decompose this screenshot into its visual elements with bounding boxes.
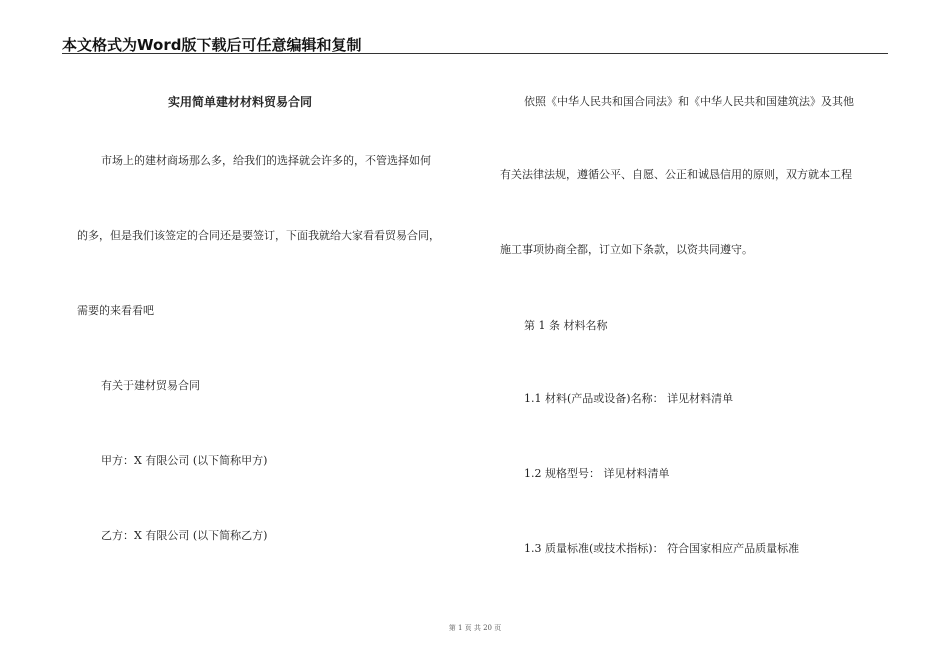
right-line-3: 施工事项协商全都，订立如下条款，以资共同遵守。 — [500, 243, 753, 256]
clause-1-heading: 第 1 条 材料名称 — [524, 319, 608, 332]
clause-1-3: 1.3 质量标准(或技术指标)： 符合国家相应产品质量标准 — [524, 542, 800, 555]
party-a-line: 甲方：X 有限公司 (以下简称甲方) — [101, 454, 268, 467]
right-line-2: 有关法律法规，遵循公平、自愿、公正和诚恳信用的原则，双方就本工程 — [500, 168, 852, 181]
left-line-1: 市场上的建材商场那么多，给我们的选择就会许多的，不管选择如何 — [101, 154, 431, 167]
clause-1-2: 1.2 规格型号： 详见材料清单 — [524, 467, 670, 480]
header-divider — [62, 53, 888, 54]
left-line-4: 有关于建材贸易合同 — [101, 379, 200, 392]
left-line-3: 需要的来看看吧 — [77, 304, 154, 317]
document-title: 实用简单建材材料贸易合同 — [167, 95, 312, 109]
left-line-2: 的多，但是我们该签定的合同还是要签订，下面我就给大家看看贸易合同， — [77, 229, 440, 242]
party-b-line: 乙方：X 有限公司 (以下简称乙方) — [101, 529, 268, 542]
clause-1-1: 1.1 材料(产品或设备)名称： 详见材料清单 — [524, 392, 734, 405]
header-title: 本文格式为Word版下载后可任意编辑和复制 — [62, 36, 362, 54]
page-footer: 第 1 页 共 20 页 — [448, 624, 502, 632]
right-line-1: 依照《中华人民共和国合同法》和《中华人民共和国建筑法》及其他 — [524, 95, 854, 108]
